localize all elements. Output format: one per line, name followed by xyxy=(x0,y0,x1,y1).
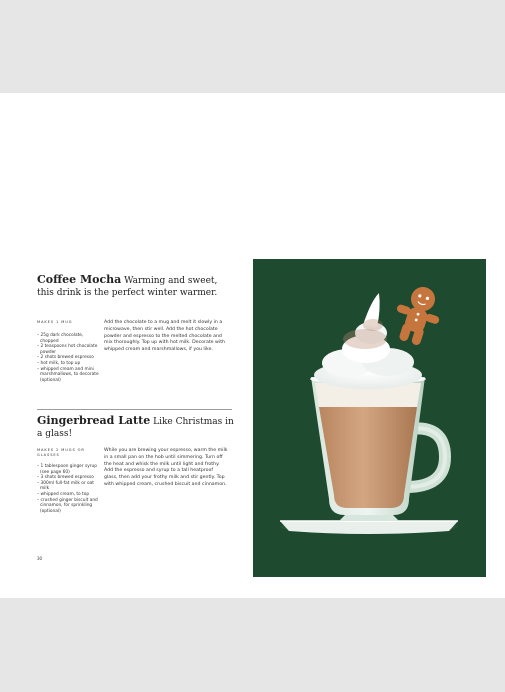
latte-glass-drawing xyxy=(253,259,486,577)
serves-label: MAKES 2 MUGS OR GLASSES xyxy=(37,448,85,457)
ingredient-item: – 3 shots brewed espresso xyxy=(37,475,101,481)
gingerbread-man xyxy=(388,281,448,350)
recipe-tagline: Warming and sweet, this drink is the perfect winter warmer. xyxy=(37,276,218,298)
recipe-title-gingerbread-latte xyxy=(37,415,237,440)
recipe-name: Gingerbread Latte xyxy=(37,414,151,427)
recipe-name: Coffee Mocha xyxy=(37,273,122,286)
method-text: Add the chocolate to a mug and melt it slowly in a microwave, then stir well. Add the hot chocolate powder and espresso to the melted chocolate and mix thoroughly. Top up with hot milk. Decorate with whipped cream and marshmallows, if you like. xyxy=(104,320,226,353)
section-divider xyxy=(37,409,232,410)
ingredient-item: – 2 teaspoons hot chocolate powder xyxy=(37,344,101,355)
recipe-tagline: Like Christmas in a glass! xyxy=(37,417,234,439)
glass-body xyxy=(310,374,426,521)
serves-label: MAKES 1 MUG xyxy=(37,320,73,324)
ingredient-item: – 300ml full-fat milk or oat milk xyxy=(37,481,101,492)
ingredient-item: – 2 shots brewed espresso xyxy=(37,355,101,361)
ingredient-item: – hot milk, to top up xyxy=(37,361,101,367)
latte-illustration xyxy=(253,259,486,577)
method-text: While you are brewing your espresso, warm the milk in a small pan on the hob until simmering. Turn off the heat and whisk the milk until light and frothy. Add the espresso and syrup to a tall heatproof glass, then add your frothy milk and stir gently. Top with whipped cream, crushed biscuit and cinnamon. xyxy=(104,448,228,487)
ingredient-item: – 25g dark chocolate, chopped xyxy=(37,333,101,344)
ingredient-item: – crushed ginger biscuit and cinnamon, for sprinkling (optional) xyxy=(37,498,101,515)
ingredient-list xyxy=(37,464,101,514)
ingredient-item: – 1 tablespoon ginger syrup (see page 60) xyxy=(37,464,101,475)
cookbook-page xyxy=(0,93,505,598)
saucer xyxy=(280,520,458,534)
recipe-title-coffee-mocha xyxy=(37,274,237,299)
page-number: 30 xyxy=(37,556,43,561)
ingredient-item: – whipped cream and mini marshmallows, to decorate (optional) xyxy=(37,367,101,384)
ingredient-item: – whipped cream, to top xyxy=(37,492,101,498)
ingredient-list xyxy=(37,333,101,383)
